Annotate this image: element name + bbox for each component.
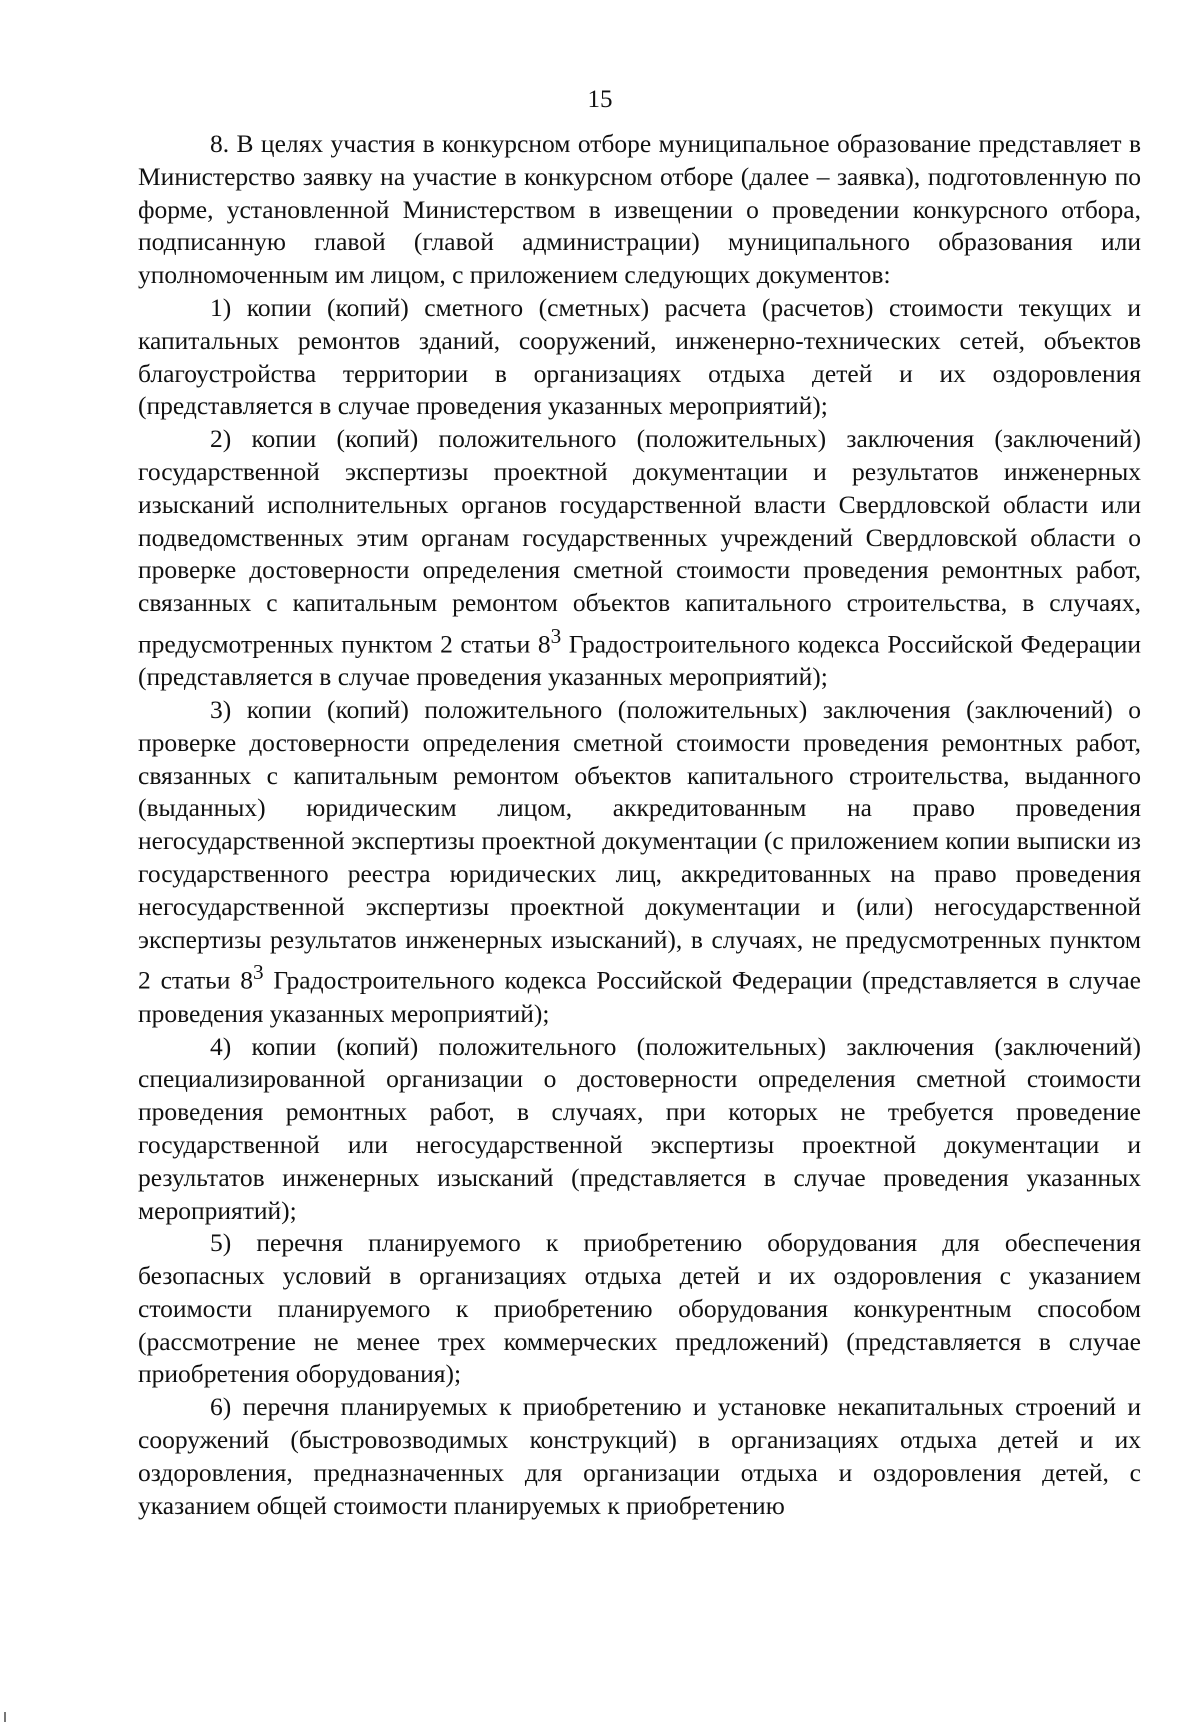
list-item-3-text-start: 3) копии (копий) положительного (положительных) заключения (заключений) о проверке достоверности определения сметной стоимости проведения ремонтных работ, связанных с капитальным ремонтом объектов капитального строительства, выданного (выданных) юридическим лицом, аккредитованным на право проведения негосударственной экспертизы проектной документации (с приложением копии выписки из государственного реестра юридических лиц, аккредитованных на право проведения негосударственной экспертизы проектной документации и (или) негосударственной экспертизы результатов инженерных изысканий), в случаях, не предусмотренных пунктом 2 статьи 8: [138, 695, 1141, 995]
document-body: [138, 128, 1141, 1522]
list-item-3: [138, 694, 1141, 1030]
list-item-5: 5) перечня планируемого к приобретению оборудования для обеспечения безопасных условий в организациях отдыха детей и их оздоровления с указанием стоимости планируемого к приобретению оборудования конкурентным способом (рассмотрение не менее трех коммерческих предложений) (представляется в случае приобретения оборудования);: [138, 1228, 1141, 1389]
page-number: 15: [587, 86, 613, 113]
list-item-2: [138, 423, 1141, 694]
scan-edge-mark: [4, 1712, 6, 1722]
superscript-3: 3: [550, 623, 562, 648]
superscript-3: 3: [252, 960, 264, 985]
list-item-2-text-start: 2) копии (копий) положительного (положительных) заключения (заключений) государственной экспертизы проектной документации и результатов инженерных изысканий исполнительных органов государственной власти Свердловской области или подведомственных этим органам государственных учреждений Свердловской области о проверке достоверности определения сметной стоимости проведения ремонтных работ, связанных с капитальным ремонтом объектов капитального строительства, в случаях, предусмотренных пунктом 2 статьи 8: [138, 424, 1141, 659]
list-item-1: 1) копии (копий) сметного (сметных) расчета (расчетов) стоимости текущих и капитальных ремонтов зданий, сооружений, инженерно-технических сетей, объектов благоустройства территории в организациях отдыха детей и их оздоровления (представляется в случае проведения указанных мероприятий);: [138, 292, 1141, 421]
list-item-4: 4) копии (копий) положительного (положительных) заключения (заключений) специализированной организации о достоверности определения сметной стоимости проведения ремонтных работ, в случаях, при которых не требуется проведение государственной или негосударственной экспертизы проектной документации и результатов инженерных изысканий (представляется в случае проведения указанных мероприятий);: [138, 1031, 1141, 1225]
list-item-3-text-end: Градостроительного кодекса Российской Федерации (представляется в случае проведения указанных мероприятий);: [138, 965, 1141, 1028]
list-item-2-text-end: Градостроительного кодекса Российской Федерации (представляется в случае проведения указанных мероприятий);: [138, 629, 1141, 692]
paragraph-8: 8. В целях участия в конкурсном отборе муниципальное образование представляет в Министерство заявку на участие в конкурсном отборе (далее – заявка), подготовленную по форме, установленной Министерством в извещении о проведении конкурсного отбора, подписанную главой (главой администрации) муниципального образования или уполномоченным им лицом, с приложением следующих документов:: [138, 129, 1141, 290]
list-item-6: 6) перечня планируемых к приобретению и установке некапитальных строений и сооружений (быстровозводимых конструкций) в организациях отдыха детей и их оздоровления, предназначенных для организации отдыха и оздоровления детей, с указанием общей стоимости планируемых к приобретению: [138, 1392, 1141, 1520]
